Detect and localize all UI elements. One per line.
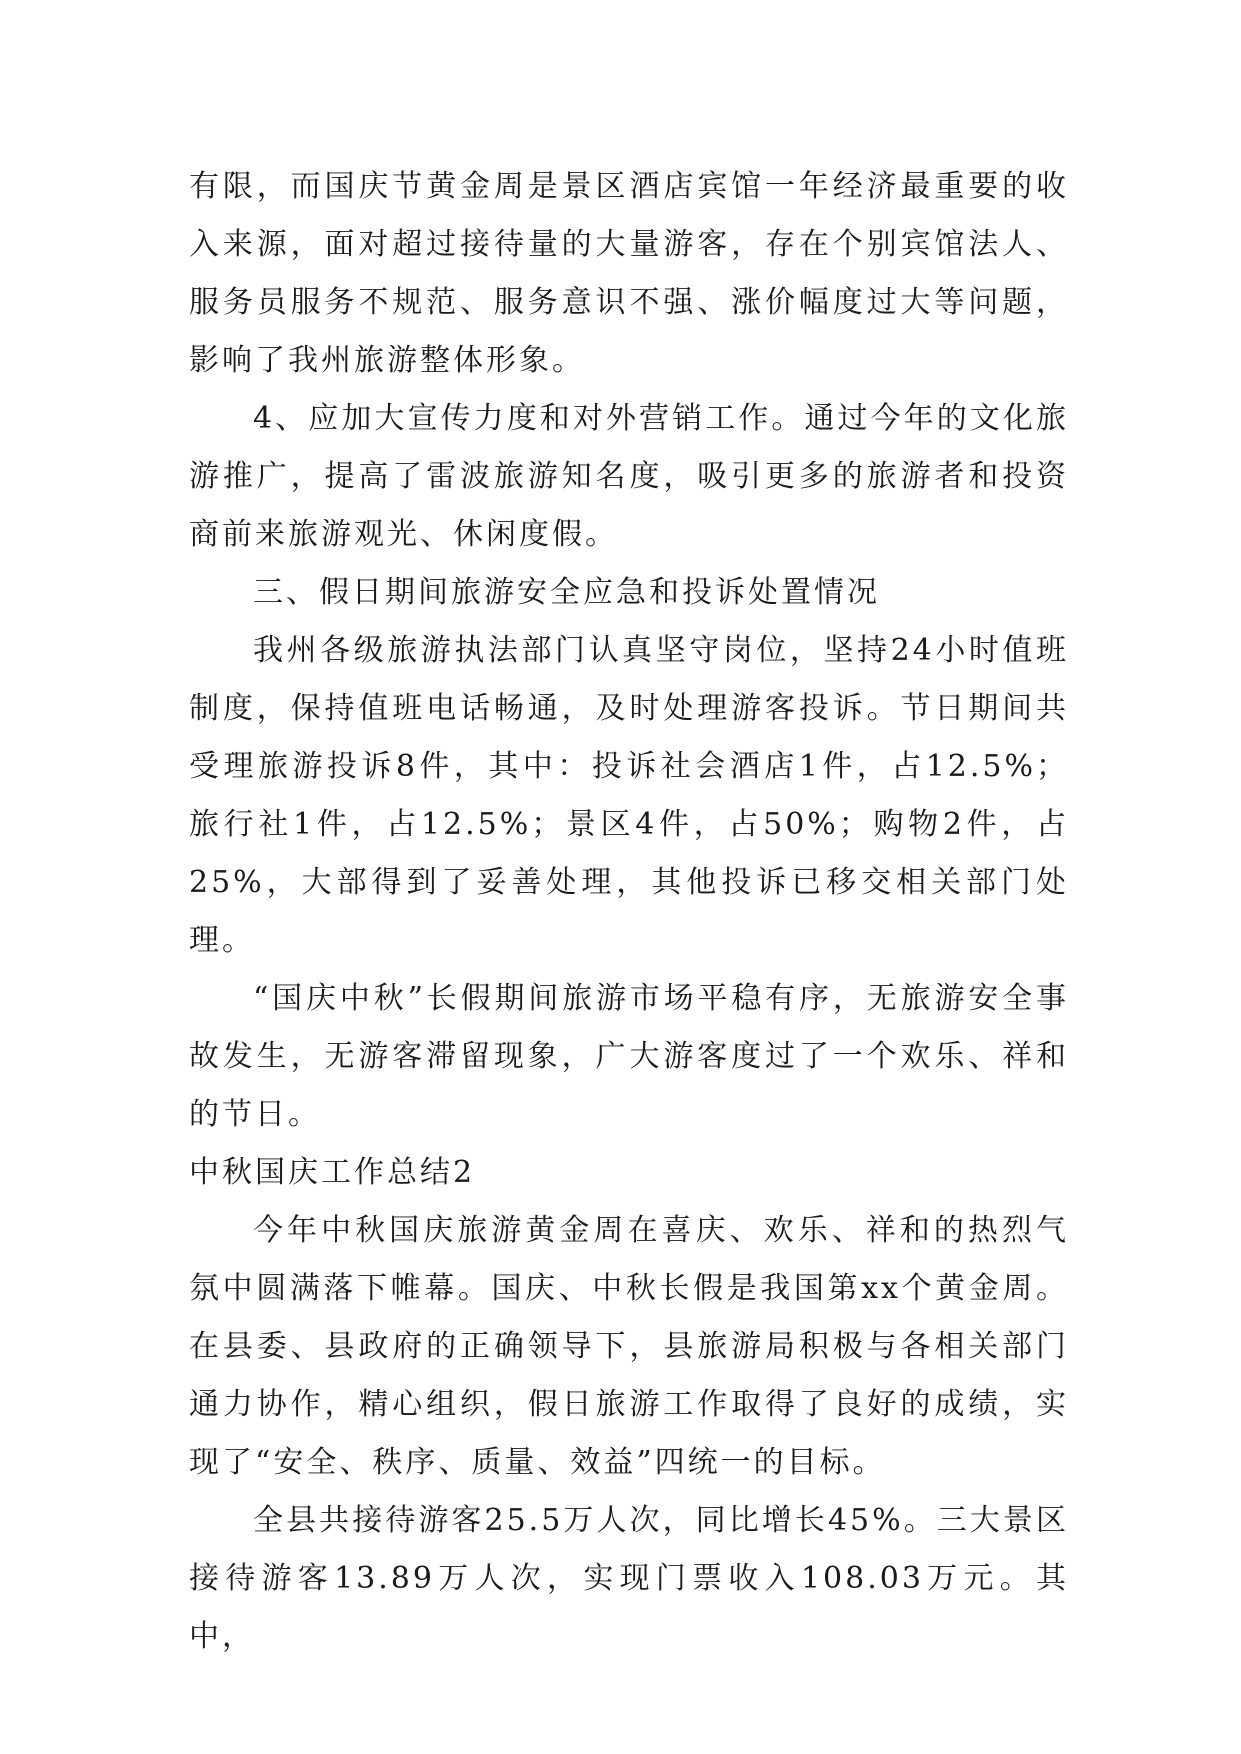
section-heading-3: 三、假日期间旅游安全应急和投诉处置情况 <box>253 575 880 610</box>
paragraph-continuation: 有限，而国庆节黄金周是景区酒店宾馆一年经济最重要的收入来源，面对超过接待量的大量游客，存在个别宾馆法人、服务员服务不规范、服务意识不强、涨价幅度过大等问题，影响了我州旅游整体形象。 <box>189 169 1069 378</box>
document-body <box>189 158 1069 1666</box>
paragraph-visitor-stats: 全县共接待游客25.5万人次，同比增长45%。三大景区接待游客13.89万人次，实现门票收入108.03万元。其中， <box>189 1503 1069 1654</box>
document-section-title: 中秋国庆工作总结2 <box>189 1155 476 1190</box>
paragraph-item-4: 4、应加大宣传力度和对外营销工作。通过今年的文化旅游推广，提高了雷波旅游知名度，吸引更多的旅游者和投资商前来旅游观光、休闲度假。 <box>189 401 1069 552</box>
paragraph-holiday-summary: “国庆中秋”长假期间旅游市场平稳有序，无旅游安全事故发生，无游客滞留现象，广大游客度过了一个欢乐、祥和的节日。 <box>189 981 1069 1132</box>
paragraph-intro-2: 今年中秋国庆旅游黄金周在喜庆、欢乐、祥和的热烈气氛中圆满落下帷幕。国庆、中秋长假是我国第xx个黄金周。在县委、县政府的正确领导下，县旅游局积极与各相关部门通力协作，精心组织，假日旅游工作取得了良好的成绩，实现了“安全、秩序、质量、效益”四统一的目标。 <box>189 1213 1069 1480</box>
paragraph-complaints: 我州各级旅游执法部门认真坚守岗位，坚持24小时值班制度，保持值班电话畅通，及时处理游客投诉。节日期间共受理旅游投诉8件，其中：投诉社会酒店1件，占12.5%；旅行社1件，占12.5%；景区4件，占50%；购物2件，占25%，大部得到了妥善处理，其他投诉已移交相关部门处理。 <box>189 633 1069 958</box>
